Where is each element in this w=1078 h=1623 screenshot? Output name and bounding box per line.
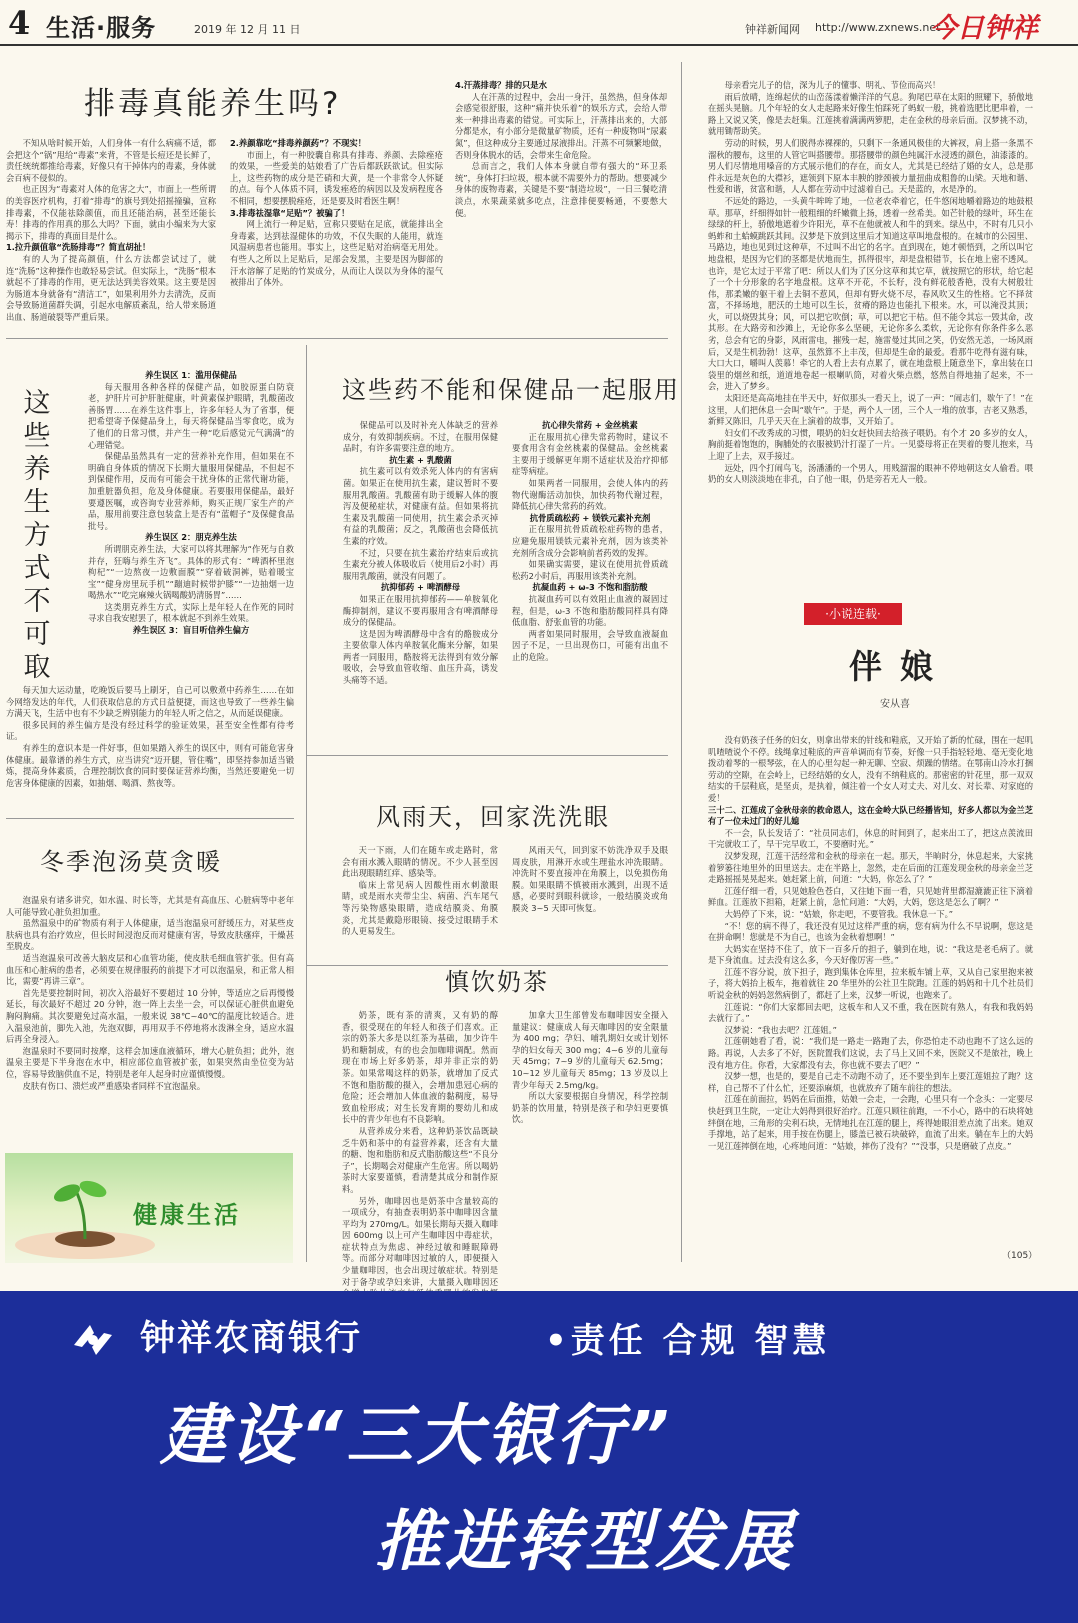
paragraph: 每天服用各种各样的保健产品，如胶原蛋白防衰老，护肝片可护肝脏健康，叶黄素保护眼睛，乳酸菌改善肠胃……在养生这件事上，许多年轻人为了省事，便把希望寄予保健品身上，每天将保健品当零食吃，成为了他们的日常习惯，并产生一种“吃后感觉元气满满”的心理错觉。 [88, 381, 294, 450]
paragraph: 这是因为啤酒酵母中含有的酪胺成分主要依靠人体内单胺氧化酶来分解，如果两者一同服用，酪胺将无法得到有效分解吸收，会导致血管收缩、血压升高，诱发头痛等不适。 [343, 628, 498, 686]
lifestyle-vertical-title: 这些养生方式不可取 [23, 388, 51, 683]
serial-current-text [708, 735, 1033, 1255]
serial-title: 伴娘 [849, 647, 951, 686]
paragraph: 从营养成分来看，这种奶茶饮品既缺乏牛奶和茶中的有益营养素，还含有大量的糖、饱和脂肪和反式脂肪酸这些“不良分子”，长期喝会对健康产生危害。所以喝奶茶时大家要谨慎，看清楚其成分和制作原料。 [342, 1125, 498, 1194]
serial-number: （105） [1002, 1251, 1038, 1261]
divider [6, 818, 294, 819]
paragraph: 泡温泉有诸多讲究，如水温、时长等，尤其是有高血压、心脏病等中老年人可能导致心脏负担加重。 [6, 895, 294, 917]
ad-headline-1: 建设“三大银行” [160, 1397, 674, 1474]
lifestyle-col-1 [88, 370, 294, 685]
paragraph: 也正因为“毒素对人体的危害之大”，市面上一些所谓的美容医疗机构，打着“排毒”的旗号到处招摇撞骗，宣称排毒素，不仅能祛除颜值，而且还能治病，甚至还能长寿！排毒的作用真的那么大吗？下面，就由小编来为大家揭示下，排毒的真面目是什么。 [6, 184, 216, 241]
subheading: 4.汗蒸排毒？排的只是水 [455, 80, 547, 90]
paragraph: 江莲朝她看了看，说：“我们是一路走一路跑了去，你恐怕走不动也跑不了这么远的路。再说，人去多了不好，医院置我们这说，去了马上又回不来，医院又不是旅社，晚上没有地方住。你看，大家都没有去，你也就不要去了吧？” [708, 1036, 1033, 1070]
divider [306, 755, 668, 756]
health-life-text: 健康生活 [133, 1201, 241, 1229]
paragraph: 抗生素可以有效杀死人体内的有害病菌。如果正在使用抗生素，建议暂时不要服用乳酸菌。乳酸菌有助于缓解人体的腹泻及便秘症状，对健康有益。但如果将抗生素及乳酸菌一同使用，抗生素会杀灭掉有益的乳酸菌；反之，乳酸菌也会降低抗生素的疗效。 [343, 466, 498, 546]
health-life-image [5, 1153, 293, 1263]
paragraph: 市面上，有一种胶囊自称具有排毒、养颜、去除痤疮的效果，一些爱美的姑娘看了广告后都跃跃欲试。但实际上，这些药物的成分是芒硝和大黄，是一个非常令人怀疑的点。每个人体质不同，诱发痤疮的病因以及发病程度各不相同，想要摆脱痤疮，还是要及时看医生啊！ [230, 149, 443, 206]
paragraph: 不过，只要在抗生素治疗结束后或抗生素充分被人体吸收后（使用后2小时）再服用乳酸菌，就没有问题了。 [343, 547, 498, 581]
paragraph: 另外，咖啡因也是奶茶中含量较高的一项成分，有抽查表明奶茶中咖啡因含量平均为 270mg/L。如果长期每天摄入咖啡因 600mg 以上可产生咖啡因中毒症状，症状特点为焦虑、神经过敏和睡眠障碍等。而部分对咖啡因过敏的人，即便摄入少量咖啡因，也会出现过敏症状。特别是对于备孕或孕妇来讲，大量摄入咖啡因还 [342, 1195, 498, 1287]
column-divider [681, 62, 682, 1262]
paragraph: 所谓朋克养生法，大家可以将其理解为“作死与自救并存，狂嗨与养生齐飞”。具体的形式有：“啤酒杯里泡枸杞”“一边熬夜一边敷面膜”“穿着破洞裤，贴着暖宝宝”“健身房里玩手机”“蹦迪时候带护膝”“一边抽烟一边喝热水”“吃完麻辣火锅喝酸奶清肠胃”…… [88, 543, 294, 601]
paragraph: 每天加大运动量，吃晚饭后要马上刷牙，自己可以敷煮中药养生……在如今网络发达的年代，人们获取信息的方式日益便捷，而这也导致了一些养生偏方满天飞，生活中也有不少缺乏辨别能力的年轻人听之信之，从而延误健康。 [6, 685, 294, 719]
eyes-col-2 [512, 845, 668, 953]
paragraph: 所以大家要根据自身情况，科学控制奶茶的饮用量，特别是孩子和孕妇更要慎饮。 [512, 1091, 668, 1125]
paragraph: 汉梦说：“我也去吧？江莲姐。” [724, 1024, 837, 1035]
paragraph: 江莲在前面拉，妈妈在后面推，姑娘一会走，一会跑，心里只有一个念头：一定要尽快赶到卫生院，一定让大妈得到很好治疗。江莲只顾往前跑，一不小心，路中的石块将她绊倒在地，三角形的尖利石块，无情地扎在江莲的腿上，疼得她眼泪差点流了出来。她双手撑地，站了起来，用手按在伤腿上，膝盖已被石块破碎，血流了出来。躺在车上的大妈一见江莲摔倒在地，心疼地问道：“姑娘，摔伤了没有？”“没事，只是磨破了点皮。” [708, 1094, 1033, 1151]
news-network: 钟祥新闻网 [745, 23, 800, 36]
brand-logo: 今日钟祥 [930, 13, 1038, 44]
paragraph: 总而言之，我们人体本身就自带有强大的“环卫系统”，身体打扫垃圾，根本就不需要外力的帮助。想要减少身体的废物毒素，关键是不要“制造垃圾”，一日三餐吃清淡点，水果蔬菜就多吃点，注意排便要畅通，不要憋大便。 [455, 161, 667, 218]
subheading: 抗骨质疏松药 + 镁铁元素补充剂 [529, 512, 651, 523]
milktea-col-1 [342, 1010, 498, 1287]
paragraph: 不知从啥时候开始，人们身体一有什么病痛不适，都会把这个“锅”甩给“毒素”来背，不管是长痘还是长鲜了，责任统统都推给毒素，好像只有干掉体内的毒素，身体就会百病不侵似的。 [6, 138, 216, 183]
bank-name: 钟祥农商银行 [140, 1319, 363, 1359]
subheading: 抗凝血药 + ω-3 不饱和脂肪酸 [532, 582, 648, 593]
masthead [0, 0, 1078, 46]
subheading: 2.养颜靠吃“排毒养颜药”？不现实！ [230, 138, 366, 148]
page-number: 4 [8, 4, 31, 42]
paragraph: 母亲看完儿子的信，深为儿子的懂事、明礼、节俭而高兴！ [724, 80, 941, 90]
spa-title: 冬季泡汤莫贪暖 [40, 848, 222, 876]
paragraph: 有养生的意识本是一件好事，但如果踏入养生的误区中，则有可能危害身体健康。最靠谱的养生方式，应当讲究“迈开腿，管住嘴”，即坚持参加适当锻炼，提高身体素质，合理控制饮食的同时要保证营养均衡，当然还要避免一切危害身体健康的因素，如抽烟、喝酒、熬夜等。 [6, 742, 294, 788]
lifestyle-col-2 [6, 685, 294, 803]
drugs-title: 这些药不能和保健品一起服用 [342, 376, 680, 404]
paragraph: 不一会，队长发话了：“社员同志们，休息的时间到了，起来出工了，把这点羡流田干完就收工了，早干完早收工，不要磨时光。” [708, 827, 1033, 850]
paragraph: 不远处的路边，一头黄牛哞哞了地，一位老农牵着它，任牛悠闲地嚼着路边的地鼓根草。那草，纤细得如针一般粗细的纤嫩微上扬，透着一丝希美。如芒针般的绿叶，环生在绿绿的杆上，骄傲地遮着少许阳光，草不在他就被人和牛的到来。绿丛中，不时有几只小蚂蚱和土蛤蟆跳跃其间。汉梦是下放到这里后才知道这草叫地盘根的。在城市的公园里、马路边，地也见到过这种草，不过叫不出它的名字。直到现在，她才顿悟到，之所以叫它地盘根，是因为它们的茎都是伏地而生，抓得很牢，却是盘根错节，长在地上密不透风。也许，是它太过于平常了吧：所以人们为了区分这草和其它草，就按照它的形状，给它起了一个十分形象的名字地盘根。这草不开花，不长籽，没有鲜花般香艳，没有大树般壮伟，那柔嫩的躯干着上去铜不惹风，但却有野火烧不尽，春风吹又生的性格。它不择贫富，不择场地，肥沃的土地可以生长，贫瘠的路边也能扎下根来。水，可以淹没其顶；火，可以烧毁其身；风，可以把它吹倒；草，可以把它干枯。但不能令其忘一毁其命，改其形。在大路旁和沙滩上，无论你多么坚硬，无论你多么柔软，无论你有你条件多么恶劣，总会有它的身影，风雨雷电，摧残一起，施雷曼过其回之笑，仍安然无恙，一场风雨后，又是生机勃勃！这草，虽然算不上丰茂，但却是生命的最爱。看那牛吃得有滋有味，大口大口，嚼叫人羡慕！牵它的人看上去有点累了，就在地盘根上随意坐下，拿出装在口袋里的烟丝和纸，道道地卷起一根喇叭筒，对着火柴点燃，悠然自得地抽了起来，不一会，进入了梦乡。 [708, 195, 1033, 392]
chapter-heading: 三十二、江莲成了金秋母亲的救命恩人，这在金岭大队已经播皆知，好多人都以为金兰芝有了一位未过门的好儿媳 [708, 804, 1033, 827]
bank-slogan: •责任 合规 智慧 [545, 1321, 831, 1361]
serial-prev-text [708, 80, 1033, 567]
paragraph: 奶茶，既有茶的清爽，又有奶的醇香，很受现在的年轻人和孩子们喜欢。正宗的奶茶大多是以红茶为基础，加少许牛奶和糖制成，有的也会加咖啡调配。然而现在市场上好多奶茶，却并非正宗的奶茶。如果常喝这样的奶茶，就增加了反式不饱和脂肪酸的摄入，会增加患冠心病的危险；还会增加人体血液的黏稠度，易导致血栓形成；对生长发育期的婴幼儿和成长中的青少年也有不良影响。 [342, 1010, 498, 1125]
paragraph: 人在汗蒸的过程中，会出一身汗，虽然热，但身体却会感觉很舒服，这种“痛并快乐着”的娱乐方式，会给人带来一种排出毒素的错觉。可实际上，汗蒸排出来的，大部分都是水，有小部分是微量矿物质，还有一种废物叫“尿素氮”，但这种成分主要通过尿液排出。汗蒸不可频繁地做，否则身体脱水的话，会带来生命危险。 [455, 91, 667, 160]
paragraph: 正在服用抗心律失常药物时，建议不要食用含有金丝桃素的保健品。金丝桃素主要用于缓解更年期不适症状及治疗抑郁症等病症。 [512, 431, 668, 477]
paragraph: 如果两者一同服用，会使人体内的药物代谢酶活动加快，加快药物代谢过程，降低抗心律失常药的药效。 [512, 477, 668, 512]
milktea-col-2 [512, 1010, 668, 1260]
paragraph: 大妈实在坚持不住了，放下一百多斤的担子，躺到在地，说：“我这是老毛病了。就是下身流血。过去没有这么多，今天好像厉害一些。” [708, 943, 1033, 966]
paragraph: 适当泡温泉可改善大脑皮层和心血管功能，使皮肤毛细血管扩张。但有高血压和心脏病的患者，必须要在规律服药的前提下才可以泡温泉，和正常人相比，需要“再讲三章”。 [6, 952, 294, 987]
milktea-title: 慎饮奶茶 [445, 968, 549, 996]
subheading: 抗心律失常药 + 金丝桃素 [542, 420, 638, 430]
paragraph: 江莲说：“你们大家都回去吧，这板车和人又不重，我在医院有熟人，有我和我妈妈去就行了。” [708, 1001, 1033, 1024]
paragraph: 加拿大卫生部曾发布咖啡因安全摄入量建议：健康成人每天咖啡因的安全限量为 400 mg；孕妇、哺乳期妇女或计划怀孕的妇女每天 300 mg；4~6 岁的儿童每天 45mg；7~9 岁的儿童每天 62.5mg；10~12 岁儿童每天 85mg；13 岁及以上青少年每天 2.5mg/kg。 [512, 1010, 668, 1090]
spa-body [6, 895, 294, 1125]
paragraph: 汉梦发现，江莲干活经常和金秋的母亲在一起。那天，半晌时分，休息起来，大家挑着箩篓往地里外的田里送去。走在半路上，忽然，走在后面的江莲发现金秋的母亲金兰芝走路摇摇晃晃起来。她赶紧上前，问道：“大妈，你怎么了？” [708, 850, 1033, 885]
serial-author: 安从喜 [880, 699, 910, 710]
paragraph: 保健品虽然具有一定的营养补充作用，但如果在不明确自身体质的情况下长期大量服用保健品，不但起不到保健作用，反而有可能会干扰身体的正常代谢功能，加重脏器负担，危及身体健康。若要服用保健品，最好要遵医嘱，或咨询专业营养师，购买正规厂家生产的产品，服用前要注意包装盒上是否有“蓝帽子”及保健食品批号。 [88, 451, 294, 531]
drugs-col-2 [512, 420, 668, 742]
paragraph: 没有奶孩子任务的妇女，则拿出带来的针线和鞋底，又开始了新的忙碌，围在一起叽叽喳喳说个不停。线绳拿过鞋底的声音单调而有节奏，好像一只手指轻轻地、毫无变化地拨动着琴的一根琴弦，在人的心里勾起一种无聊、空寂、烦躁的情绪。在鄂南山冷水打捆劳动的空隙，在会岭上，已经结婚的女人，没有不纳鞋底的。那密密的针花里，那一双双结实的千层鞋底，是坚贞，是执着，倾注着一个女人对丈夫、对儿女、对长辈、对家庭的爱！ [708, 735, 1033, 803]
subheading: 养生误区 3：盲目听信养生偏方 [132, 625, 250, 636]
subheading: 抗抑郁药 + 啤酒酵母 [380, 582, 461, 593]
paragraph: 天一下雨，人们在随车或走路时，常会有雨水溅入眼睛的情况。不少人甚至因此出现眼睛红痒、感染等。 [342, 845, 498, 879]
paragraph: 网上流行一种足贴，宣称只要贴在足底，就能排出全身毒素，达到祛湿健体的功效，不仅失眠的人能用，就连风湿病患者也能用。事实上，这些足贴对治病毫无用处。有些人之所以上足贴后，足部会发黑，主要是因为脚部的汗水溶解了足贴的竹炭成分，从而让人误以为身体的湿气被排出了体外。 [230, 219, 443, 288]
paragraph: 有的人为了提高颜值，什么方法都尝试过了，就连“洗肠”这种操作也敢轻易尝试。但实际上，“洗肠”根本就起不了排毒的作用，更无法达到美容效果。这主要是因为肠道本身就备有“清洁工”，如果利用外力去清洗，反而会导致肠道菌群失调，引起水电解质紊乱，给人带来肠道出血、肠道破裂等严重后果。 [6, 253, 216, 322]
section-title: 生活·服务 [46, 14, 157, 42]
paragraph: 妇女们不改秀成的习惯，喂奶的妇女赶快回去给孩子喂奶。有个才 20 多岁的女人，胸前挺着饱饱的，胸脯处的衣服被奶汁打湿了一片。一见婆母将正在哭着的婴儿抱来，马上迎了上去，双手接过。 [708, 427, 1033, 461]
bank-logo-icon [68, 1315, 118, 1365]
paragraph: 太阳还是高高地挂在半天中，好似那头一看天上，说了一声：“闹志们，歇午了！”在这里，人们把休息一会叫“歇午”。于是，两个人一团，三个人一堆的放事，吉老又熟悉，新鲜又陈旧，几乎天天在上演着的故事，又开始了。 [708, 393, 1033, 427]
paragraph: 如果正在服用抗抑郁药——单胺氧化酶抑制剂，建议不要再服用含有啤酒酵母成分的保健品。 [343, 593, 498, 628]
paragraph: 劳动的时候，男人们脱得赤裸裸的，只剩下一条通风极佳的大裤衩，肩上搭一条黑不溜秋的腰布，这里的人管它叫搭腰带。那搭腰带的颜色纯属汗水浸透的颜色，油漆漆的。男人们尽情地用嗓音的方式展示他们的存在，而女人，尤其是已经结了婚的女人，总是那件永远是灰色的大襟衫，遮领到下原本丰腴的脖颈被力量扭曲成粗鲁的山梁。天地和谐、性爱和谐，贫富和谐，人人都在劳动中过滤着自己。天是蓝的，水是净的。 [708, 137, 1033, 195]
paragraph: 大妈停了下来，说：“姑娘，你走吧，不要管我。我休息一下。” [724, 908, 954, 919]
subheading: 抗生素 + 乳酸菌 [389, 454, 452, 465]
paragraph: 皮肤有伤口、溃烂或严重感染者同样不宜泡温泉。 [22, 1080, 206, 1091]
detox-title: 排毒真能养生吗? [84, 86, 342, 122]
paragraph: 保健品可以及时补充人体缺乏的营养成分，有效抑制疾病。不过，在服用保健品时，有许多需要注意的地方。 [343, 420, 498, 454]
paragraph: 泡温泉时不要同时按摩，这样会加速血液循环，增大心脏负担；此外，泡温泉主要是下半身泡在水中，相应部位血管被扩张，如果突然由坐位变为站位，容易导致脑供血不足，特别是老年人起身时应谨慎慢慢。 [6, 1045, 294, 1079]
ad-headline-2: 推进转型发展 [375, 1503, 795, 1580]
subheading: 养生误区 2：朋克养生法 [145, 532, 237, 543]
paragraph: 临床上常见病人因酸性雨水刺激眼睛，或是雨水夹带尘尘、病菌、汽车尾气等污染物感染眼睛，造成结膜炎、角膜炎，尤其是戴隐形眼镜、接受过眼睛手术的人更易发生。 [342, 879, 498, 937]
paragraph: 首先是要控制时间，初次入浴最好不要超过 10 分钟，等适应之后再慢慢延长，每次最好不超过 20 分钟，泡一阵上去坐一会，可以保证心脏供血避免胸闷胸痛。其次要避免过高水温，一般来说 38℃~40℃的温度比较适合。进入温泉池前，脚先入池，先泡双脚，再用双手不停地将水泼淋全身，适应水温后再全身浸入。 [6, 987, 294, 1045]
paragraph: 江莲不容分说，放下担子，跑到集体仓库里，拉来板车铺上草，又从自己家里抱来被子，将大妈抬上板车，拖着就往 20 华里外的公社卫生院跑。江莲的妈妈和十几个社员们听说金秋的妈妈忽然病倒了，都赶了上来，汉梦一听说，也跑来了。 [708, 966, 1033, 1001]
paragraph: 这类朋克养生方式，实际上是年轻人在作死的同时寻求自我安慰罢了，根本就起不到养生效果。 [88, 601, 294, 624]
paragraph: 很多民间的养生偏方是没有经过科学的验证效果，甚至安全性都有待考证。 [6, 719, 294, 742]
website-url[interactable]: http://www.zxnews.net [815, 21, 941, 34]
paragraph: 远处，四个打闹鸟飞，汤潘潘的一个男人，用贱溜溜的眼神不停地朝这女人偷看。喂奶的女人则淡淡地在非孔，白了他一眼，仍是旁若无人一般。 [708, 462, 1033, 485]
paragraph: “不！您的病不得了，我还没有见过这样严重的病，您有病为什么不早说啊，您这是在拼命啊！您就是不为自己，也该为金秋着想啊！” [708, 920, 1033, 943]
eyes-title: 风雨天，回家洗洗眼 [376, 803, 610, 831]
drugs-col-1 [343, 420, 498, 742]
paragraph: 江莲仔细一看，只见她脸色苍白，又往她下面一看，只见她背里都湿漉漉正往下滴着鲜血。江莲放下担箱，赶紧上前，急忙问道：“大妈，大妈，您这是怎么了啊？” [708, 885, 1033, 908]
eyes-col-1 [342, 845, 498, 953]
paragraph: 正在服用抗骨质疏松症药物的患者，应避免服用镁铁元素补充剂，因为该类补充剂所含成分会影响前者药效的发挥。 [512, 524, 668, 558]
divider [6, 338, 668, 339]
paragraph: 汉梦一想，也是的，要是自己走不动跑不动了，还不要坐到车上要江莲姐拉了跑？这样，自己帮不了什么忙，还要添麻烦，也就放弃了随车前往的想法。 [708, 1071, 1033, 1093]
paragraph: 抗凝血药可以有效阻止血液的凝固过程，但是，ω-3 不饱和脂肪酸同样具有降低血脂、舒张血管的功能。 [512, 593, 668, 628]
subheading: 养生误区 1：滥用保健品 [145, 370, 237, 380]
serial-tag: ·小说连载· [804, 603, 902, 625]
detox-col-2 [230, 138, 443, 330]
paragraph: 如果确实需要，建议在使用抗骨质疏松药2小时后，再服用该类补充剂。 [512, 559, 668, 581]
paragraph: 虽然温泉中的矿物质有利于人体健康，适当泡温泉可舒缓压力，对某些皮肤病也具有治疗效应，但长时间浸泡反而对健康有害，导致皮肤瘙痒，干燥甚至脱皮。 [6, 918, 294, 952]
detox-col-3 [455, 80, 667, 330]
issue-date: 2019 年 12 月 11 日 [194, 23, 301, 36]
column-divider [306, 345, 307, 1262]
subheading: 1.拉升颜值靠“洗肠排毒”？简直胡扯！ [6, 242, 151, 253]
paragraph: 风雨天气，回到家不妨洗净双手及眼周皮肤，用淋开水或生理盐水冲洗眼睛。冲洗时不要直接冲在角膜上，以免损伤角膜。如果眼睛不慎被雨水溅到，出现不适感，必要时到眼科就诊，一般结膜炎或角膜炎 3~5 天即可恢复。 [512, 845, 668, 913]
detox-col-1 [6, 138, 216, 330]
paragraph: 两者如果同时服用，会导致血液凝血因子不足，一旦出现伤口，可能有出血不止的危险。 [512, 628, 668, 662]
subheading: 3.排毒祛湿靠“足贴”？被骗了！ [230, 207, 350, 218]
paragraph: 雨后放晴，连绵起伏的山峦荡漾着懒洋洋的气息。狗尾巴草在太阳的照耀下，骄傲地在摇头晃脑。几个年轻的女人走起路来好像生怕踩死了蚂蚁一般，挑着选肥比肥串着，一路上又说又笑，像是去赶集。江莲挑着满满两箩肥，走在金秋的母亲后面。汉梦挑不动，就用锄帮助笑。 [708, 91, 1033, 137]
